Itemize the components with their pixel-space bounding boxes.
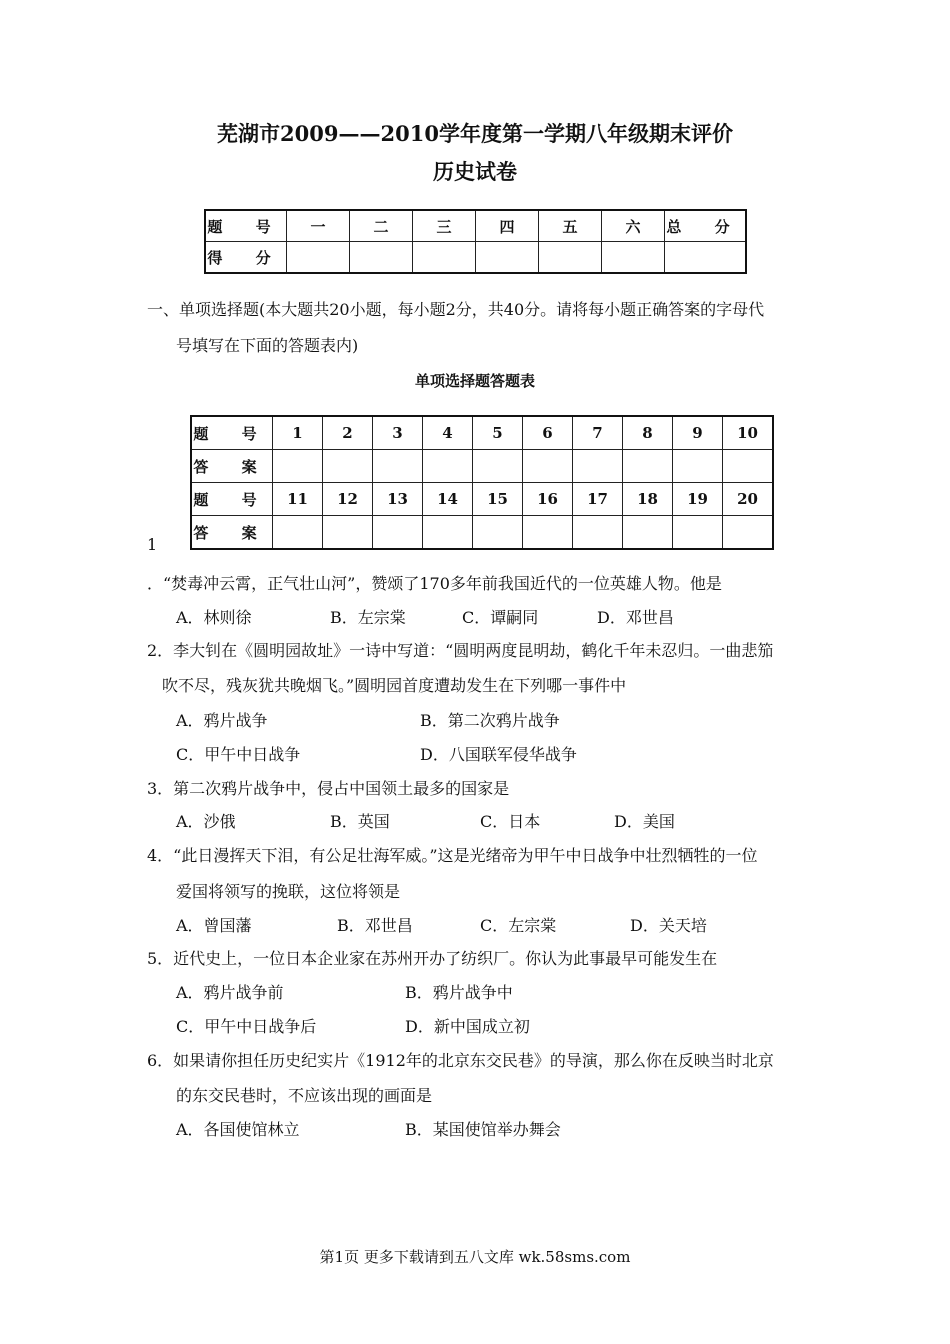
question-number: 12	[323, 483, 373, 516]
option: D．新中国成立初	[405, 1017, 530, 1036]
option: D．邓世昌	[597, 608, 674, 627]
option: B．某国使馆举办舞会	[405, 1120, 561, 1139]
answer-cell[interactable]	[673, 450, 723, 483]
answer-cell[interactable]	[673, 516, 723, 550]
question-number: 18	[623, 483, 673, 516]
score-cell: 总 分	[665, 210, 747, 242]
score-blank-cell[interactable]	[665, 242, 747, 274]
option: A．各国使馆林立	[176, 1120, 300, 1139]
answer-row	[191, 450, 773, 483]
exam-title: 芜湖市2009——2010学年度第一学期八年级期末评价	[217, 121, 733, 146]
score-blank-cell[interactable]	[413, 242, 476, 274]
answer-cell[interactable]	[723, 516, 774, 550]
question-stem: ．“焚毒冲云霄，正气壮山河”，赞颂了170多年前我国近代的一位英雄人物。他是	[147, 574, 722, 593]
question-number: 13	[373, 483, 423, 516]
question-stem: 5．近代史上，一位日本企业家在苏州开办了纺织厂。你认为此事最早可能发生在	[147, 949, 718, 968]
question-stem: 6．如果请你担任历史纪实片《1912年的北京东交民巷》的导演，那么你在反映当时北京	[147, 1051, 774, 1070]
answer-number-row	[191, 483, 773, 516]
answer-cell[interactable]	[523, 450, 573, 483]
option: A．林则徐	[176, 608, 252, 627]
score-blank-cell[interactable]	[602, 242, 665, 274]
question-number: 20	[723, 483, 774, 516]
answer-cell[interactable]	[273, 516, 323, 550]
question-stem: 3．第二次鸦片战争中，侵占中国领土最多的国家是	[147, 779, 510, 798]
answer-cell[interactable]	[273, 450, 323, 483]
score-table-score-row	[205, 242, 746, 274]
question-stem: 4．“此日漫挥天下泪，有公足壮海军威。”这是光绪帝为甲午中日战争中壮烈牺牲的一位	[147, 846, 758, 865]
row-label: 题 号	[191, 483, 273, 516]
option: B．邓世昌	[337, 916, 413, 935]
question-number: 1	[273, 416, 323, 450]
option: D．美国	[614, 812, 675, 831]
question-stem: 吹不尽，残灰犹共晚烟飞。”圆明园首度遭劫发生在下列哪一事件中	[162, 676, 627, 695]
option: D．八国联军侵华战争	[420, 745, 577, 764]
option: C．甲午中日战争	[176, 745, 301, 764]
question-number: 9	[673, 416, 723, 450]
question-number: 15	[473, 483, 523, 516]
option: C．谭嗣同	[462, 608, 539, 627]
answer-table-title: 单项选择题答题表	[414, 372, 535, 390]
answer-cell[interactable]	[423, 516, 473, 550]
question-number: 7	[573, 416, 623, 450]
answer-cell[interactable]	[723, 450, 774, 483]
answer-cell[interactable]	[623, 450, 673, 483]
stray-question-number: 1	[147, 535, 158, 554]
score-cell: 五	[539, 210, 602, 242]
option: A．鸦片战争前	[176, 983, 284, 1002]
score-cell: 四	[476, 210, 539, 242]
question-stem: 的东交民巷时，不应该出现的画面是	[176, 1086, 433, 1105]
answer-cell[interactable]	[423, 450, 473, 483]
answer-cell[interactable]	[473, 516, 523, 550]
answer-cell[interactable]	[473, 450, 523, 483]
score-blank-cell[interactable]	[287, 242, 350, 274]
question-number: 4	[423, 416, 473, 450]
option: B．英国	[330, 812, 390, 831]
option: C．日本	[480, 812, 541, 831]
answer-cell[interactable]	[573, 450, 623, 483]
question-number: 10	[723, 416, 774, 450]
answer-cell[interactable]	[523, 516, 573, 550]
question-number: 19	[673, 483, 723, 516]
question-number: 14	[423, 483, 473, 516]
row-label: 答 案	[191, 450, 273, 483]
question-number: 3	[373, 416, 423, 450]
score-cell: 题 号	[205, 210, 287, 242]
question-stem: 2．李大钊在《圆明园故址》一诗中写道：“圆明两度昆明劫，鹤化千年未忍归。一曲悲笳	[147, 641, 774, 660]
question-number: 8	[623, 416, 673, 450]
option: D．关天培	[630, 916, 707, 935]
question-stem: 爱国将领写的挽联，这位将领是	[176, 882, 401, 901]
answer-row	[191, 516, 773, 550]
question-number: 11	[273, 483, 323, 516]
answer-cell[interactable]	[373, 450, 423, 483]
option: C．甲午中日战争后	[176, 1017, 317, 1036]
option: C．左宗棠	[480, 916, 557, 935]
answer-cell[interactable]	[573, 516, 623, 550]
question-number: 6	[523, 416, 573, 450]
answer-table	[190, 415, 774, 550]
score-cell: 一	[287, 210, 350, 242]
score-table	[204, 209, 747, 274]
row-label: 答 案	[191, 516, 273, 550]
option: A．鸦片战争	[176, 711, 268, 730]
option: B．鸦片战争中	[405, 983, 513, 1002]
score-cell: 六	[602, 210, 665, 242]
score-cell: 三	[413, 210, 476, 242]
section-instruction: 一、单项选择题(本大题共20小题，每小题2分，共40分。请将每小题正确答案的字母代	[147, 300, 765, 319]
option: A．沙俄	[176, 812, 236, 831]
question-number: 5	[473, 416, 523, 450]
answer-cell[interactable]	[323, 450, 373, 483]
score-blank-cell[interactable]	[539, 242, 602, 274]
answer-number-row	[191, 416, 773, 450]
score-blank-cell[interactable]	[350, 242, 413, 274]
exam-subtitle: 历史试卷	[433, 159, 517, 184]
section-instruction: 号填写在下面的答题表内)	[176, 336, 359, 355]
page-footer: 第1页 更多下载请到五八文库 wk.58sms.com	[319, 1248, 631, 1266]
score-table-header-row	[205, 210, 746, 242]
score-row-label: 得 分	[205, 242, 287, 274]
score-blank-cell[interactable]	[476, 242, 539, 274]
question-number: 17	[573, 483, 623, 516]
answer-cell[interactable]	[623, 516, 673, 550]
answer-cell[interactable]	[373, 516, 423, 550]
question-number: 16	[523, 483, 573, 516]
option: B．第二次鸦片战争	[420, 711, 560, 730]
answer-cell[interactable]	[323, 516, 373, 550]
option: B．左宗棠	[330, 608, 406, 627]
option: A．曾国藩	[176, 916, 252, 935]
question-number: 2	[323, 416, 373, 450]
row-label: 题 号	[191, 416, 273, 450]
score-cell: 二	[350, 210, 413, 242]
